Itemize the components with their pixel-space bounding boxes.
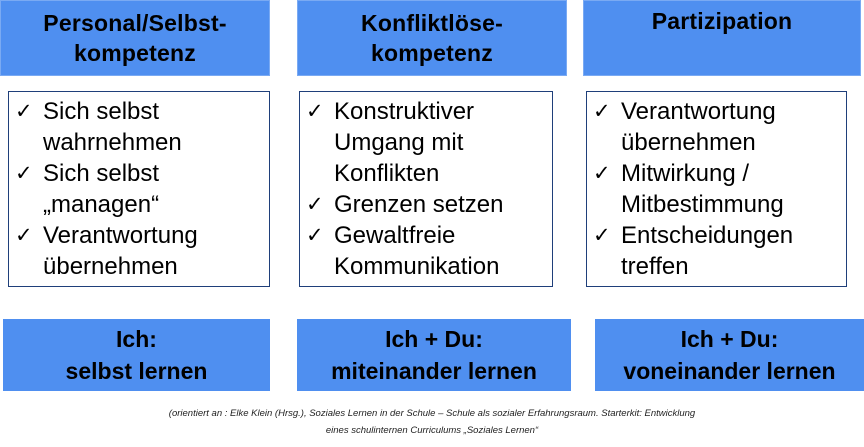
list-item-text: Gewaltfreie Kommunikation xyxy=(334,222,500,280)
checkmark-icon: ✓ xyxy=(593,161,611,185)
competence-list xyxy=(299,91,553,287)
list-item xyxy=(15,220,263,282)
checkmark-icon: ✓ xyxy=(15,161,33,185)
learning-mode-label: Ich + Du: miteinander lernen xyxy=(297,319,571,391)
list-item xyxy=(15,96,263,158)
list-item xyxy=(306,189,546,220)
learning-mode-label: Ich + Du: voneinander lernen xyxy=(595,319,864,391)
learning-mode-label: Ich: selbst lernen xyxy=(3,319,270,391)
list-item-text: Sich selbst „managen“ xyxy=(43,160,160,218)
list-item xyxy=(306,96,546,189)
checkmark-icon: ✓ xyxy=(593,223,611,247)
list-item-text: Grenzen setzen xyxy=(334,191,504,218)
checkmark-icon: ✓ xyxy=(306,192,324,216)
source-citation: (orientiert an : Elke Klein (Hrsg.), Soziales Lernen in der Schule – Schule als sozialer Erfahrungsraum. Starterkit: Entwicklung eines schulinternen Curriculums „Soziales Lernen“ xyxy=(168,408,696,436)
list-item-text: Entscheidungen treffen xyxy=(621,222,794,280)
column-header: Personal/Selbst- kompetenz xyxy=(0,0,270,76)
list-item xyxy=(306,220,546,282)
list-item xyxy=(593,220,840,282)
checkmark-icon: ✓ xyxy=(15,99,33,123)
list-item-text: Konstruktiver Umgang mit Konflikten xyxy=(334,98,475,187)
list-item xyxy=(593,158,840,220)
list-item-text: Verantwortung übernehmen xyxy=(621,98,776,156)
checkmark-icon: ✓ xyxy=(15,223,33,247)
checkmark-icon: ✓ xyxy=(306,99,324,123)
checkmark-icon: ✓ xyxy=(593,99,611,123)
list-item-text: Sich selbst wahrnehmen xyxy=(43,98,182,156)
column-header: Konfliktlöse- kompetenz xyxy=(297,0,567,76)
list-item xyxy=(593,96,840,158)
column-header: Partizipation xyxy=(583,0,861,76)
list-item xyxy=(15,158,263,220)
competence-list xyxy=(8,91,270,287)
checkmark-icon: ✓ xyxy=(306,223,324,247)
list-item-text: Mitwirkung / Mitbestimmung xyxy=(621,160,784,218)
list-item-text: Verantwortung übernehmen xyxy=(43,222,198,280)
competence-list xyxy=(586,91,847,287)
